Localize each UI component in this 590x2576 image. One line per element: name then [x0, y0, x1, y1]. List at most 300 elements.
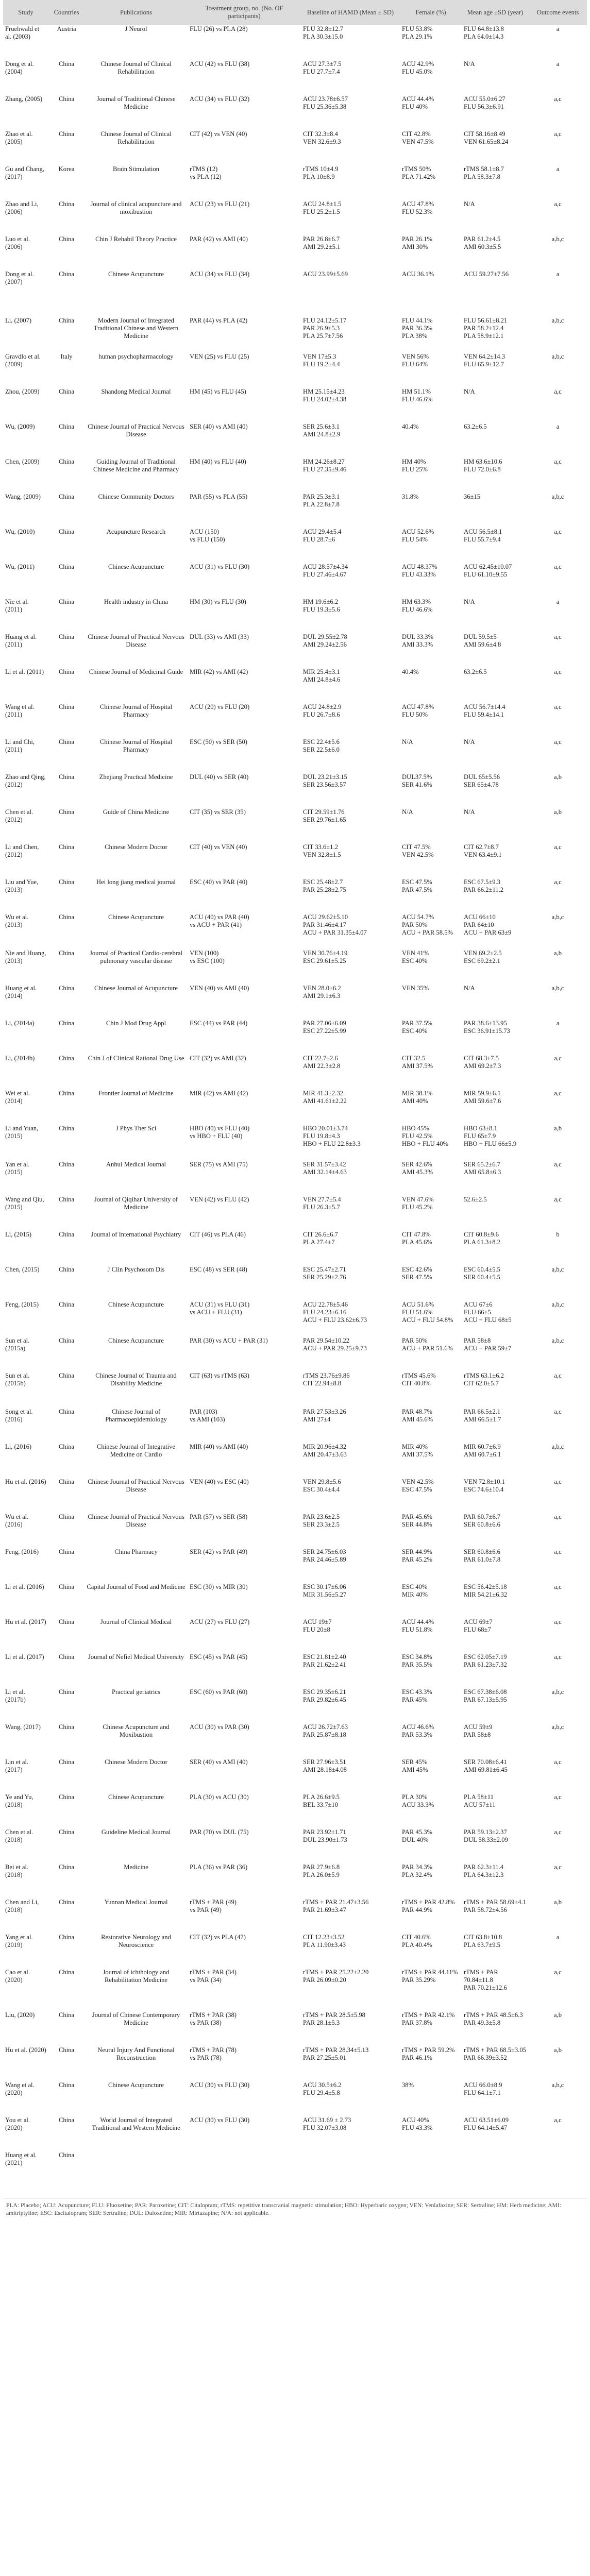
cell-age-line: PLA 58.9±12.1	[464, 332, 504, 340]
table-row	[3, 2011, 587, 2027]
cell-female	[400, 773, 462, 789]
cell-country: China	[58, 913, 75, 921]
cell-treatment	[188, 1969, 301, 1992]
cell-country: China	[58, 598, 75, 605]
cell-female-line: DUL 33.3%	[402, 633, 434, 640]
table-row	[3, 458, 587, 473]
spacer-cell	[3, 509, 587, 528]
cell-country: China	[58, 528, 75, 535]
cell-baseline	[301, 60, 400, 76]
cell-treatment	[188, 2046, 301, 2062]
cell-study: Wu, (2009)	[5, 423, 35, 430]
cell-female-line: ACU + FLU 54.8%	[402, 1316, 453, 1324]
spacer-cell	[3, 719, 587, 738]
cell-baseline-line: FLU 19.3±5.6	[303, 606, 340, 613]
cell-baseline-line: FLU 19.2±4.4	[303, 361, 340, 368]
cell-age	[462, 1408, 529, 1423]
cell-age	[462, 773, 529, 789]
cell-baseline-line: CIT 33.6±1.2	[303, 843, 338, 851]
cell-baseline	[301, 1372, 400, 1395]
cell-outcome: a,c	[554, 1583, 562, 1590]
cell-female-line: CIT 42.8%	[402, 130, 431, 138]
cell-study: You et al. (2020)	[5, 2116, 30, 2131]
cell-female-line: VEN 47.5%	[402, 138, 434, 145]
cell-age-line: ACU 66.0±8.9	[464, 2081, 502, 2089]
cell-baseline-line: ESC 25.47±2.71	[303, 1266, 346, 1273]
cell-outcome: a	[556, 1934, 560, 1941]
cell-treatment	[188, 235, 301, 251]
row-spacer	[3, 76, 587, 95]
cell-age-line: SER 60.4±5.5	[464, 1274, 500, 1281]
cell-country: China	[58, 1020, 75, 1027]
cell-baseline-line: FLU 32.8±12.7	[303, 25, 343, 32]
row-spacer	[3, 1529, 587, 1548]
cell-treatment	[188, 2011, 301, 2027]
cell-age-line: CIT 63.8±10.8	[464, 1934, 502, 1941]
cell-baseline-line: FLU 25.2±1.5	[303, 208, 340, 215]
cell-female-line: PAR 44.9%	[402, 1906, 433, 1913]
cell-treatment-line: PAR (70) vs DUL (75)	[190, 1828, 249, 1836]
cell-baseline-line: AMI 29.24±2.56	[303, 641, 347, 648]
cell-age-line: N/A	[464, 985, 475, 992]
cell-country: China	[58, 1758, 75, 1766]
table-row	[3, 950, 587, 965]
cell-female-line: PLA 45.6%	[402, 1239, 432, 1246]
cell-baseline-line: MIR 41.3±2.32	[303, 1090, 343, 1097]
cell-female	[400, 2151, 462, 2167]
cell-study: Ye and Yu, (2018)	[5, 1793, 33, 1808]
cell-outcome: a,b,c	[551, 1337, 564, 1344]
row-spacer	[3, 438, 587, 458]
cell-baseline-line: FLU 32.07±3.08	[303, 2124, 347, 2131]
cell-treatment-line: MIR (42) vs AMI (42)	[190, 1090, 248, 1097]
cell-baseline-line: ESC 22.4±5.6	[303, 738, 340, 745]
cell-age-line: FLU 61.10±9.55	[464, 571, 508, 578]
row-spacer	[3, 1844, 587, 1863]
cell-female-line: VEN 41%	[402, 950, 429, 957]
cell-female	[400, 843, 462, 859]
cell-age-line: HBO + FLU 66±5.9	[464, 1140, 517, 1147]
cell-age	[462, 1372, 529, 1395]
cell-treatment-line: vs PAR (78)	[190, 2054, 222, 2061]
cell-publication: Chinese Journal of Pharmacoepidemiology	[105, 1408, 167, 1423]
cell-treatment	[188, 913, 301, 937]
cell-baseline-line: BEL 33.7±10	[303, 1801, 339, 1808]
cell-female-line: rTMS + PAR 42.1%	[402, 2011, 455, 2019]
cell-baseline-line: AMI 29.2±5.1	[303, 243, 341, 250]
spacer-cell	[3, 146, 587, 165]
cell-outcome: b	[556, 1231, 560, 1238]
cell-baseline	[301, 1301, 400, 1324]
cell-age	[462, 235, 529, 251]
row-spacer	[3, 2027, 587, 2046]
table-row	[3, 633, 587, 649]
cell-baseline	[301, 423, 400, 438]
cell-age-line: PAR 62.3±11.4	[464, 1863, 504, 1871]
cell-age-line: 63.2±6.5	[464, 668, 487, 675]
cell-baseline-line: FLU 20±8	[303, 1626, 330, 1633]
cell-female	[400, 1793, 462, 1809]
cell-age	[462, 1196, 529, 1211]
cell-country: China	[58, 633, 75, 640]
cell-baseline-line: FLU 27.7±7.4	[303, 68, 340, 75]
cell-outcome: a,b,c	[551, 2081, 564, 2089]
spacer-cell	[3, 1879, 587, 1899]
cell-age	[462, 270, 529, 286]
cell-age-line: AMI 69.81±6.45	[464, 1766, 508, 1773]
cell-treatment-line: rTMS (12)	[190, 165, 218, 173]
cell-treatment	[188, 25, 301, 41]
cell-age	[462, 668, 529, 684]
cell-treatment	[188, 563, 301, 579]
cell-age-line: FLU 64.8±13.8	[464, 25, 504, 32]
cell-publication: Chinese Journal of Practical Nervous Disease	[88, 423, 184, 438]
cell-female-line: PAR 26.1%	[402, 235, 433, 243]
cell-study: Huang et al. (2014)	[5, 985, 37, 999]
cell-female	[400, 1828, 462, 1844]
cell-female-line: VEN 35%	[402, 985, 429, 992]
table-row	[3, 563, 587, 579]
cell-study: Li, (2014a)	[5, 1020, 35, 1027]
cell-female	[400, 1090, 462, 1105]
cell-outcome: a,c	[554, 703, 562, 710]
cell-treatment-line: CIT (46) vs PLA (46)	[190, 1231, 246, 1238]
cell-country: China	[58, 1266, 75, 1273]
cell-outcome: a,b	[553, 950, 562, 957]
cell-treatment-line: ACU (150)	[190, 528, 220, 535]
cell-outcome: a,c	[554, 878, 562, 886]
cell-treatment-line: vs ACU + PAR (41)	[190, 921, 242, 928]
cell-publication: Chinese Journal of Practical Nervous Disease	[88, 633, 184, 648]
cell-treatment-line: PLA (36) vs PAR (36)	[190, 1863, 248, 1871]
cell-age-line: PAR 66.39±3.52	[464, 2054, 507, 2061]
cell-baseline-line: PAR 23.6±2.5	[303, 1513, 340, 1520]
cell-treatment-line: ACU (20) vs FLU (20)	[190, 703, 250, 710]
cell-publication: Yunnan Medical Journal	[104, 1899, 168, 1906]
cell-baseline-line: ACU + PAR 31.35±4.07	[303, 929, 367, 936]
cell-outcome: a,b	[553, 773, 562, 781]
cell-treatment-line: ACU (23) vs FLU (21)	[190, 200, 250, 208]
row-spacer	[3, 1000, 587, 1020]
cell-treatment	[188, 878, 301, 894]
cell-baseline-line: MIR 25.4±3.1	[303, 668, 340, 675]
cell-baseline-line: ACU 23.78±6.57	[303, 95, 348, 103]
cell-age-line: PAR 58.2±12.4	[464, 325, 504, 332]
cell-baseline-line: FLU 24.02±4.38	[303, 396, 347, 403]
cell-female	[400, 1618, 462, 1634]
cell-publication: Journal of Traditional Chinese Medicine	[96, 95, 176, 110]
cell-baseline-line: CIT 12.23±3.52	[303, 1934, 345, 1941]
cell-age-line: MIR 60.7±6.9	[464, 1443, 501, 1450]
cell-treatment-line: MIR (40) vs AMI (40)	[190, 1443, 248, 1450]
cell-age	[462, 950, 529, 965]
row-spacer	[3, 1669, 587, 1688]
cell-study: Li et al. (2016)	[5, 1583, 44, 1590]
cell-age-line: ACU 66±10	[464, 913, 496, 921]
cell-age-line: FLU 59.4±14.1	[464, 711, 504, 718]
cell-publication: Journal of International Psychiatry	[91, 1231, 181, 1238]
table-row	[3, 493, 587, 509]
cell-age-line: PLA 58±11	[464, 1793, 494, 1801]
cell-age-line: N/A	[464, 60, 475, 67]
cell-age	[462, 2046, 529, 2062]
cell-study: Wang, (2009)	[5, 493, 41, 500]
cell-female-line: AMI 45.3%	[402, 1168, 433, 1176]
cell-country: Korea	[58, 165, 75, 173]
cell-treatment-line: CIT (35) vs SER (35)	[190, 808, 246, 816]
cell-age-line: ACU 67±6	[464, 1301, 493, 1308]
cell-age-line: PAR 66.2±11.2	[464, 886, 504, 893]
cell-baseline-line: FLU 29.4±5.8	[303, 2089, 340, 2096]
cell-female	[400, 2116, 462, 2132]
spacer-cell	[3, 754, 587, 773]
cell-female-line: ACU 46.6%	[402, 1723, 434, 1731]
cell-female	[400, 1688, 462, 1704]
cell-female-line: FLU 50%	[402, 711, 428, 718]
table-row	[3, 1548, 587, 1564]
cell-country: China	[58, 1653, 75, 1660]
cell-treatment	[188, 1723, 301, 1739]
cell-outcome	[529, 2151, 587, 2167]
cell-female-line: FLU 53.8%	[402, 25, 433, 32]
table-row	[3, 668, 587, 684]
spacer-cell	[3, 894, 587, 913]
cell-outcome: a,b	[553, 2011, 562, 2019]
cell-female	[400, 703, 462, 719]
row-spacer	[3, 937, 587, 950]
cell-baseline-line: ACU 29.62±5.10	[303, 913, 348, 921]
col-header-countries: Countries	[48, 0, 85, 25]
cell-country: China	[58, 808, 75, 816]
cell-outcome: a,b,c	[551, 493, 564, 500]
table-row	[3, 60, 587, 76]
cell-age-line: FLU 65.9±12.7	[464, 361, 504, 368]
cell-baseline-line: PAR 25.87±8.18	[303, 1731, 346, 1738]
cell-female-line: CIT 32.5	[402, 1055, 426, 1062]
cell-age	[462, 1618, 529, 1634]
cell-baseline-line: PAR 27.9±6.8	[303, 1863, 340, 1871]
cell-baseline	[301, 165, 400, 181]
cell-treatment-line: vs ESC (100)	[190, 957, 225, 964]
cell-age-line	[464, 2151, 527, 2159]
cell-study: Wang and Qiu, (2015)	[5, 1196, 44, 1211]
cell-study: Li et al. (2011)	[5, 668, 44, 675]
cell-baseline	[301, 1758, 400, 1774]
cell-study: Zhao and Qing, (2012)	[5, 773, 46, 788]
table-row	[3, 773, 587, 789]
cell-female-line: PAR 34.3%	[402, 1863, 433, 1871]
cell-age-line: ACU 56.7±14.4	[464, 703, 505, 710]
cell-treatment-line: ESC (45) vs PAR (45)	[190, 1653, 248, 1660]
cell-female-line: FLU 25%	[402, 466, 428, 473]
cell-age-line: FLU 64.1±7.1	[464, 2089, 501, 2096]
cell-outcome: a	[556, 60, 560, 67]
cell-baseline	[301, 353, 400, 368]
cell-study: Chen, (2009)	[5, 458, 40, 465]
cell-baseline-line: PLA 25.7±7.56	[303, 332, 343, 340]
cell-country: China	[58, 2011, 75, 2019]
cell-country: China	[58, 1337, 75, 1344]
cell-age-line: ESC 62.05±7.19	[464, 1653, 507, 1660]
cell-baseline-line: PLA 10±8.9	[303, 173, 335, 180]
cell-female-line: HBO 45%	[402, 1125, 429, 1132]
table-row	[3, 2116, 587, 2132]
spacer-cell	[3, 1423, 587, 1443]
cell-treatment-line: rTMS + PAR (34)	[190, 1969, 237, 1976]
cell-baseline-line: AMI 28.18±4.08	[303, 1766, 347, 1773]
cell-treatment-line: vs PAR (38)	[190, 2019, 222, 2026]
cell-age	[462, 1828, 529, 1844]
table-row	[3, 1408, 587, 1423]
cell-female-line: PLA 29.1%	[402, 33, 432, 40]
cell-study: Li, (2016)	[5, 1443, 32, 1450]
cell-treatment	[188, 1196, 301, 1211]
cell-baseline-line: DUL 23.90±1.73	[303, 1836, 347, 1843]
spacer-cell	[3, 473, 587, 493]
cell-age-line: ESC 36.91±15.73	[464, 1027, 510, 1035]
cell-female-line: PLA 32.4%	[402, 1871, 432, 1878]
cell-age-line: FLU 72.0±6.8	[464, 466, 501, 473]
cell-baseline-line: PAR 23.92±1.71	[303, 1828, 346, 1836]
cell-outcome: a,b	[553, 2046, 562, 2054]
spacer-cell	[3, 1070, 587, 1090]
spacer-cell	[3, 1844, 587, 1863]
cell-treatment-line: vs PLA (12)	[190, 173, 222, 180]
cell-female	[400, 1125, 462, 1148]
cell-study: Li et al. (2017)	[5, 1653, 44, 1660]
cell-age-line: rTMS + PAR 48.5±6.3	[464, 2011, 523, 2019]
cell-outcome: a,c	[554, 1513, 562, 1520]
cell-country: China	[58, 1583, 75, 1590]
cell-country: China	[58, 1301, 75, 1308]
cell-treatment	[188, 598, 301, 614]
cell-treatment-line: ESC (40) vs PAR (40)	[190, 878, 248, 886]
cell-study: Lin et al. (2017)	[5, 1758, 29, 1773]
cell-baseline-line: HBO + FLU 22.8±3.3	[303, 1140, 361, 1147]
cell-publication: Chin J Mod Drug Appl	[106, 1020, 166, 1027]
row-spacer	[3, 2062, 587, 2081]
cell-age-line: SER 70.08±6.41	[464, 1758, 507, 1766]
cell-study: Wu, (2010)	[5, 528, 35, 535]
cell-female	[400, 1583, 462, 1599]
cell-baseline-line: HM 25.15±4.23	[303, 388, 345, 395]
cell-baseline-line: PAR 25.28±2.75	[303, 886, 346, 893]
cell-baseline-line: MIR 31.56±5.27	[303, 1591, 347, 1598]
cell-age-line: AMI 59.6±7.6	[464, 1097, 501, 1105]
cell-treatment	[188, 633, 301, 649]
cell-female	[400, 2046, 462, 2062]
table-row	[3, 1758, 587, 1774]
cell-treatment	[188, 1231, 301, 1246]
cell-baseline-line: SER 23.56±3.57	[303, 781, 346, 788]
cell-female-line: MIR 40%	[402, 1443, 428, 1450]
cell-outcome: a,b,c	[551, 353, 564, 360]
cell-female-line: ESC 43.3%	[402, 1688, 432, 1696]
cell-female	[400, 1969, 462, 1992]
cell-age-line: ACU + FLU 68±5	[464, 1316, 512, 1324]
cell-baseline-line: rTMS + PAR 28.34±5.13	[303, 2046, 369, 2054]
cell-female-line: AMI 37.5%	[402, 1062, 433, 1070]
cell-age	[462, 60, 529, 76]
spacer-cell	[3, 111, 587, 130]
cell-age	[462, 878, 529, 894]
spacer-cell	[3, 340, 587, 353]
table-row	[3, 1266, 587, 1281]
cell-treatment	[188, 1758, 301, 1774]
cell-baseline-line: PAR 26.09±0.20	[303, 1976, 346, 1984]
cell-publication: Anhui Medical Journal	[106, 1161, 166, 1168]
cell-publication	[85, 2151, 188, 2167]
cell-female-line: SER 47.5%	[402, 1274, 432, 1281]
cell-female-line: 38%	[402, 2081, 414, 2089]
col-header-study: Study	[3, 0, 48, 25]
spacer-cell	[3, 1599, 587, 1618]
cell-country: China	[58, 1828, 75, 1836]
cell-baseline	[301, 1055, 400, 1070]
cell-outcome: a	[556, 598, 560, 605]
cell-baseline-line: rTMS + PAR 28.5±5.98	[303, 2011, 365, 2019]
cell-baseline-line: PLA 26.0±5.9	[303, 1871, 340, 1878]
cell-female-line: FLU 52.3%	[402, 208, 433, 215]
cell-study: Fruehwald et al. (2003)	[3, 25, 48, 41]
cell-publication: Capital Journal of Food and Medicine	[87, 1583, 186, 1590]
cell-baseline	[301, 1653, 400, 1669]
cell-age-line: PAR 70.21±12.6	[464, 1984, 507, 1991]
table-row	[3, 1161, 587, 1176]
row-spacer	[3, 1949, 587, 1969]
cell-treatment-line: DUL (40) vs SER (40)	[190, 773, 249, 781]
cell-baseline	[301, 738, 400, 754]
cell-baseline-line: PLA 27.4±7	[303, 1239, 335, 1246]
cell-baseline	[301, 1828, 400, 1844]
cell-age	[462, 1125, 529, 1148]
table-row	[3, 1618, 587, 1634]
cell-outcome: a,c	[554, 1090, 562, 1097]
cell-baseline-line: PAR 24.46±5.89	[303, 1556, 346, 1563]
spacer-cell	[3, 544, 587, 563]
cell-baseline-line: ESC 29.61±5.25	[303, 957, 346, 964]
cell-baseline-line: AMI 20.47±3.63	[303, 1451, 347, 1458]
cell-study: Luo et al. (2006)	[5, 235, 30, 250]
cell-baseline	[301, 95, 400, 111]
cell-publication: Chinese Journal of Practical Nervous Disease	[88, 1513, 184, 1528]
cell-age-line: PAR 60.7±6.7	[464, 1513, 501, 1520]
cell-baseline-line	[303, 2151, 398, 2159]
cell-treatment	[188, 738, 301, 754]
row-spacer	[3, 1105, 587, 1125]
row-spacer	[3, 719, 587, 738]
cell-publication: Chinese Journal of Acupuncture	[94, 985, 178, 992]
cell-treatment-line: ESC (48) vs SER (48)	[190, 1266, 247, 1273]
cell-age-line: ACU 62.45±10.07	[464, 563, 512, 570]
cell-baseline-line: AMI 22.3±2.8	[303, 1062, 341, 1070]
spacer-cell	[3, 1564, 587, 1583]
spacer-cell	[3, 937, 587, 950]
cell-female	[400, 1934, 462, 1949]
spacer-cell	[3, 1949, 587, 1969]
cell-study: Wang et al. (2011)	[5, 703, 35, 718]
cell-baseline-line: CIT 22.94±8.8	[303, 1380, 342, 1387]
cell-age-line: N/A	[464, 388, 475, 395]
cell-age	[462, 808, 529, 824]
cell-treatment	[188, 703, 301, 719]
cell-female	[400, 1337, 462, 1352]
cell-female-line: PAR 46.1%	[402, 2054, 433, 2061]
cell-baseline-line: PAR 26.9±5.3	[303, 325, 340, 332]
cell-baseline	[301, 703, 400, 719]
cell-outcome: a,c	[554, 738, 562, 745]
cell-publication: Neural Injury And Functional Reconstruction	[97, 2046, 175, 2061]
